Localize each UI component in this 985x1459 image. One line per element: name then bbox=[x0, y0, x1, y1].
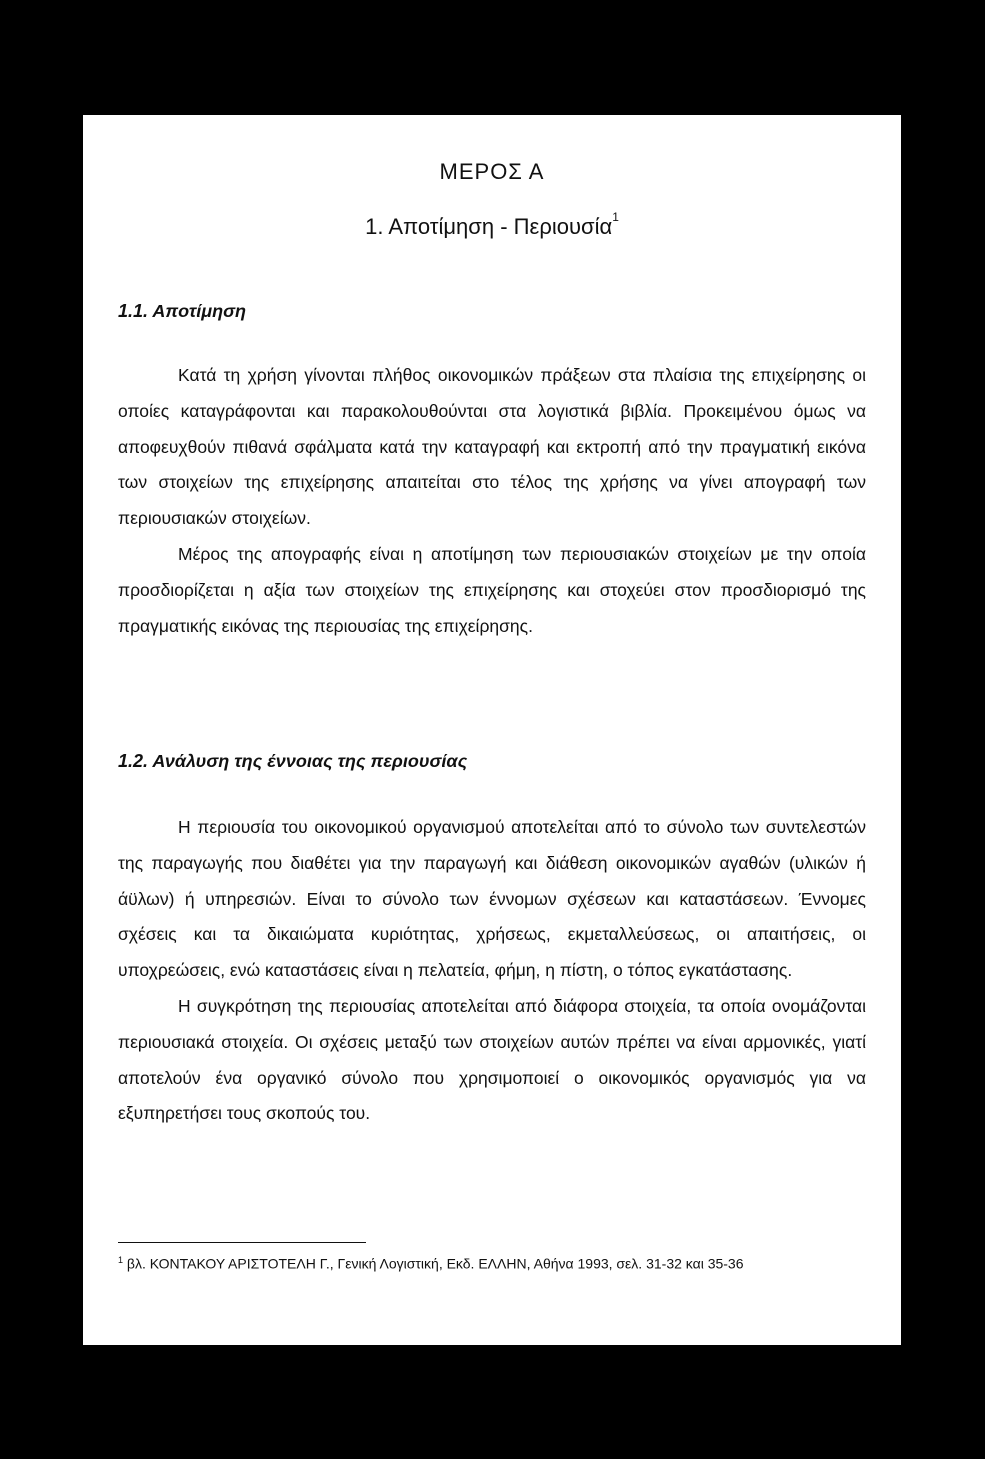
paragraph: Η περιουσία του οικονομικού οργανισμού αποτελείται από το σύνολο των συντελεστών της παραγωγής που διαθέτει για την παραγωγή και διάθεση οικονομικών αγαθών (υλικών ή άϋλων) ή υπηρεσιών. Είναι το σύνολο των έννομων σχέσεων και καταστάσεων. Έννομες σχέσεις και τα δικαιώματα κυριότητας, χρήσεως, εκμεταλλεύσεως, οι απαιτήσεις, οι υποχρεώσεις, ενώ καταστάσεις είναι η πελατεία, φήμη, η πίστη, ο τόπος εγκατάστασης. bbox=[118, 817, 866, 981]
section-heading-2: 1.2. Ανάλυση της έννοιας της περιουσίας bbox=[118, 751, 468, 771]
section-1-body bbox=[118, 358, 866, 644]
footnote-marker: 1 bbox=[118, 1255, 124, 1265]
section-2-body bbox=[118, 810, 866, 1132]
chapter-title bbox=[83, 210, 901, 240]
chapter-title-text: 1. Αποτίμηση - Περιουσία bbox=[365, 214, 613, 239]
section-heading-1: 1.1. Αποτίμηση bbox=[118, 301, 247, 321]
paragraph: Κατά τη χρήση γίνονται πλήθος οικονομικών πράξεων στα πλαίσια της επιχείρησης οι οποίες καταγράφονται και παρακολουθούνται στα λογιστικά βιβλία. Προκειμένου όμως να αποφευχθούν πιθανά σφάλματα κατά την καταγραφή και εκτροπή από την πραγματική εικόνα των στοιχείων της επιχείρησης απαιτείται στο τέλος της χρήσης να γίνει απογραφή των περιουσιακών στοιχείων. bbox=[118, 365, 866, 529]
document-page bbox=[83, 115, 901, 1345]
paragraph: Η συγκρότηση της περιουσίας αποτελείται από διάφορα στοιχεία, τα οποία ονομάζονται περιουσιακά στοιχεία. Οι σχέσεις μεταξύ των στοιχείων αυτών πρέπει να είναι αρμονικές, γιατί αποτελούν ένα οργανικό σύνολο που χρησιμοποιεί ο οικονομικός οργανισμός για να εξυπηρετήσει τους σκοπούς του. bbox=[118, 995, 866, 1124]
part-title: ΜΕΡΟΣ Α bbox=[439, 159, 545, 184]
footnote-ref: 1 bbox=[612, 210, 619, 224]
footnote-separator bbox=[118, 1242, 366, 1243]
paragraph: Μέρος της απογραφής είναι η αποτίμηση των περιουσιακών στοιχείων με την οποία προσδιορίζεται η αξία των στοιχείων της επιχείρησης και στοχεύει στον προσδιορισμό της πραγματικής εικόνας της περιουσίας της επιχείρησης. bbox=[118, 543, 866, 636]
footnote bbox=[118, 1250, 838, 1274]
footnote-text: βλ. ΚΟΝΤΑΚΟΥ ΑΡΙΣΤΟΤΕΛΗ Γ., Γενική Λογιστική, Εκδ. ΕΛΛΗΝ, Αθήνα 1993, σελ. 31-32 και 35-36 bbox=[126, 1255, 744, 1272]
